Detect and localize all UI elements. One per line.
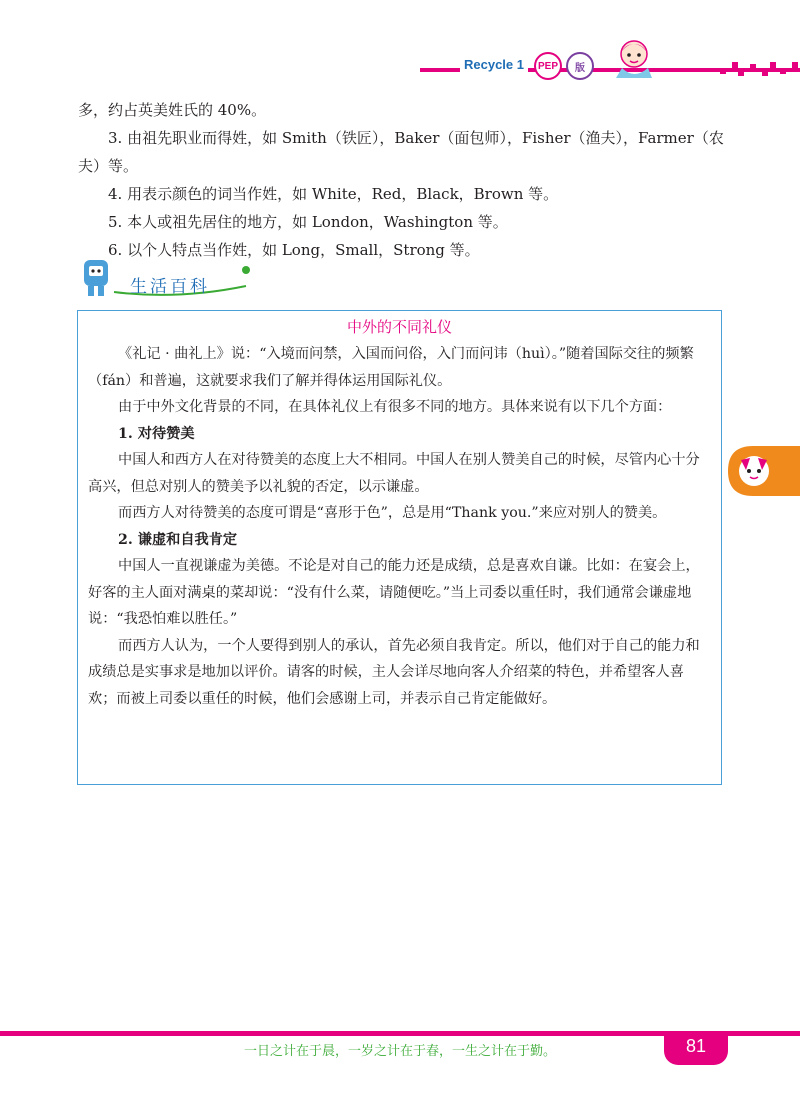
box-subheading-1: 1. 对待赞美 [118, 425, 195, 442]
box-paragraph-5: 中国人一直视谦虚为美德。不论是对自己的能力还是成绩，总是喜欢自谦。比如：在宴会上，好客的主人面对满桌的菜却说：“没有什么菜，请随便吃。”当上司委以重任时，我们通常会谦虚地说：“我恐怕难以胜任。” [88, 558, 700, 627]
box-paragraph-6: 而西方人认为，一个人要得到别人的承认，首先必须自我肯定。所以，他们对于自己的能力和成绩总是实事求是地加以评价。请客的时候，主人会详尽地向客人介绍菜的特色，并希望客人喜欢；而被上司委以重任的时候，他们会感谢上司，并表示自己肯定能做好。 [88, 637, 700, 707]
section-title: 生活百科 [130, 277, 210, 297]
edition-badge: 版 [566, 52, 594, 80]
box-paragraph-1: 《礼记 · 曲礼上》说：“入境而问禁，入国而问俗，入门而问讳（huì）。”随着国际交往的频繁（fán）和普遍，这就要求我们了解并得体运用国际礼仪。 [88, 346, 694, 389]
etiquette-box [77, 310, 722, 785]
unit-title: Recycle 1 [460, 57, 528, 72]
pep-badge: PEP [534, 52, 562, 80]
list-item-3: 3. 由祖先职业而得姓，如 Smith（铁匠），Baker（面包师），Fisher（渔夫），Farmer（农夫）等。 [78, 129, 724, 175]
box-body [88, 341, 711, 712]
header-band [0, 0, 800, 50]
paragraph-continuation: 多，约占英美姓氏的 40%。 [78, 101, 267, 119]
box-title: 中外的不同礼仪 [346, 318, 452, 336]
box-paragraph-3: 中国人和西方人在对待赞美的态度上大不相同。中国人在别人赞美自己的时候，尽管内心十分高兴，但总对别人的赞美予以礼貌的否定，以示谦虚。 [88, 452, 700, 495]
box-subheading-2: 2. 谦虚和自我肯定 [118, 531, 238, 548]
box-paragraph-2: 由于中外文化背景的不同，在具体礼仪上有很多不同的地方。具体来说有以下几个方面： [118, 399, 672, 415]
box-paragraph-4: 而西方人对待赞美的态度可谓是“喜形于色”，总是用“Thank you.”来应对别人的赞美。 [118, 505, 667, 521]
page-number: 81 [685, 1036, 707, 1056]
list-item-5: 5. 本人或祖先居住的地方，如 London，Washington 等。 [108, 213, 508, 231]
checker-pattern-icon [720, 62, 800, 78]
surname-list [78, 96, 726, 264]
fox-mascot-tab-icon [728, 446, 800, 496]
list-item-4: 4. 用表示颜色的词当作姓，如 White，Red，Black，Brown 等。 [108, 185, 559, 203]
footer-proverb: 一日之计在于晨，一岁之计在于春，一生之计在于勤。 [243, 1044, 556, 1059]
list-item-6: 6. 以个人特点当作姓，如 Long，Small，Strong 等。 [108, 241, 480, 259]
girl-mascot-icon [604, 34, 664, 82]
